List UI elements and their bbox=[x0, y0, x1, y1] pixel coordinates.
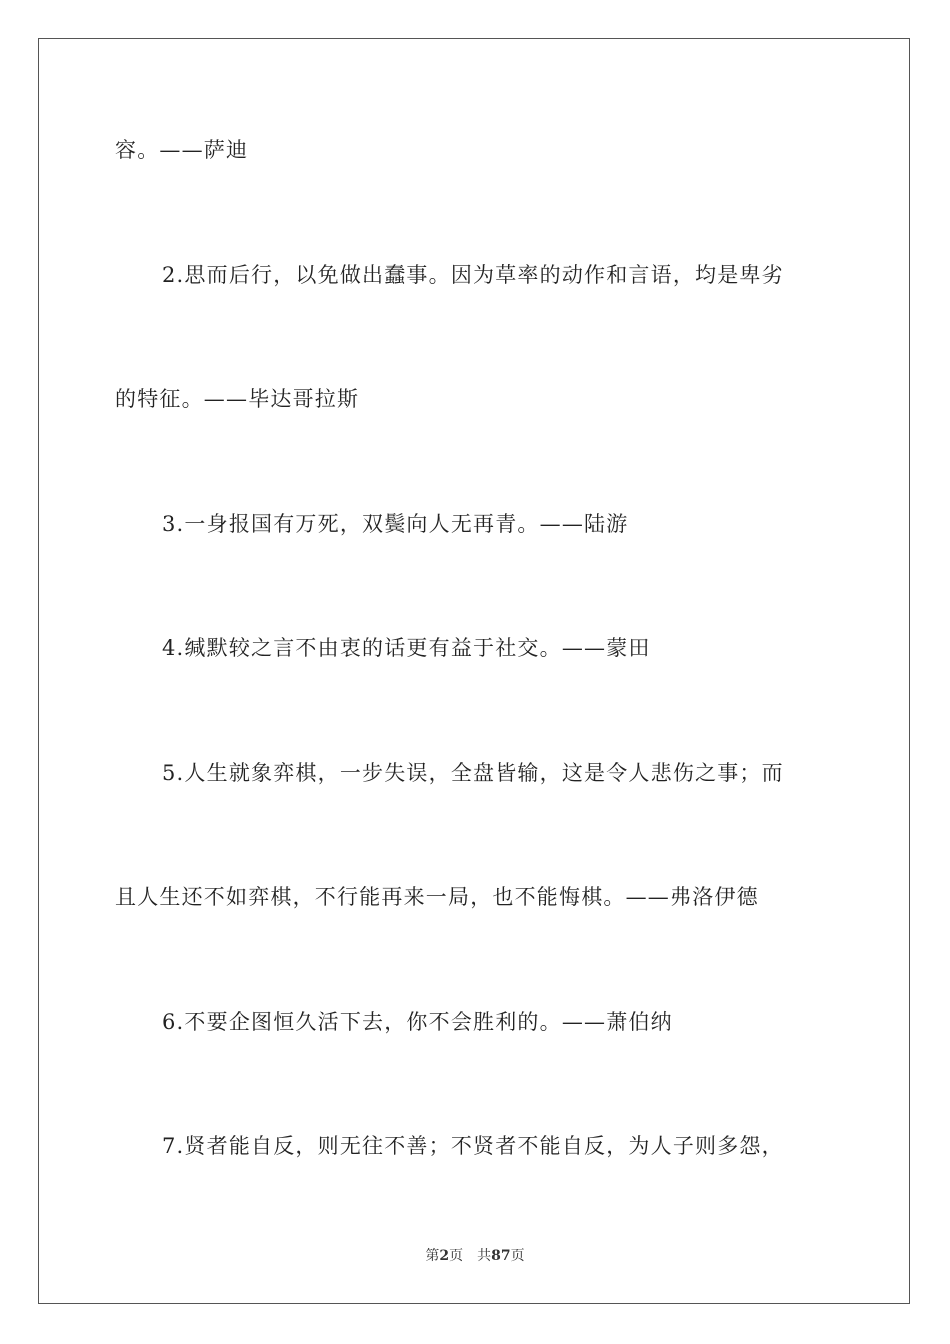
text-line-4: 3.一身报国有万死，双鬓向人无再青。——陆游 bbox=[162, 512, 629, 536]
text-line-2: 2.思而后行，以免做出蠢事。因为草率的动作和言语，均是卑劣 bbox=[162, 263, 784, 287]
text-line-7: 且人生还不如弈棋，不行能再来一局，也不能悔棋。——弗洛伊德 bbox=[115, 885, 759, 909]
footer-page-prefix: 第 bbox=[425, 1248, 440, 1264]
text-line-3: 的特征。——毕达哥拉斯 bbox=[115, 387, 360, 411]
footer-page-number: 2 bbox=[439, 1248, 450, 1264]
text-line-5: 4.缄默较之言不由衷的话更有益于社交。——蒙田 bbox=[162, 636, 651, 660]
text-line-6: 5.人生就象弈棋，一步失误，全盘皆输，这是令人悲伤之事；而 bbox=[162, 761, 784, 785]
footer-page-suffix: 页 bbox=[449, 1248, 464, 1264]
text-line-8: 6.不要企图恒久活下去，你不会胜利的。——萧伯纳 bbox=[162, 1010, 673, 1034]
footer-total-pages: 87 bbox=[491, 1248, 511, 1264]
page-footer bbox=[0, 1247, 950, 1265]
text-line-9: 7.贤者能自反，则无往不善；不贤者不能自反，为人子则多怨， bbox=[162, 1134, 784, 1158]
page-frame bbox=[38, 38, 910, 1304]
footer-total-prefix: 共 bbox=[477, 1248, 492, 1264]
text-line-1: 容。——萨迪 bbox=[115, 138, 249, 162]
footer-total-suffix: 页 bbox=[510, 1248, 525, 1264]
